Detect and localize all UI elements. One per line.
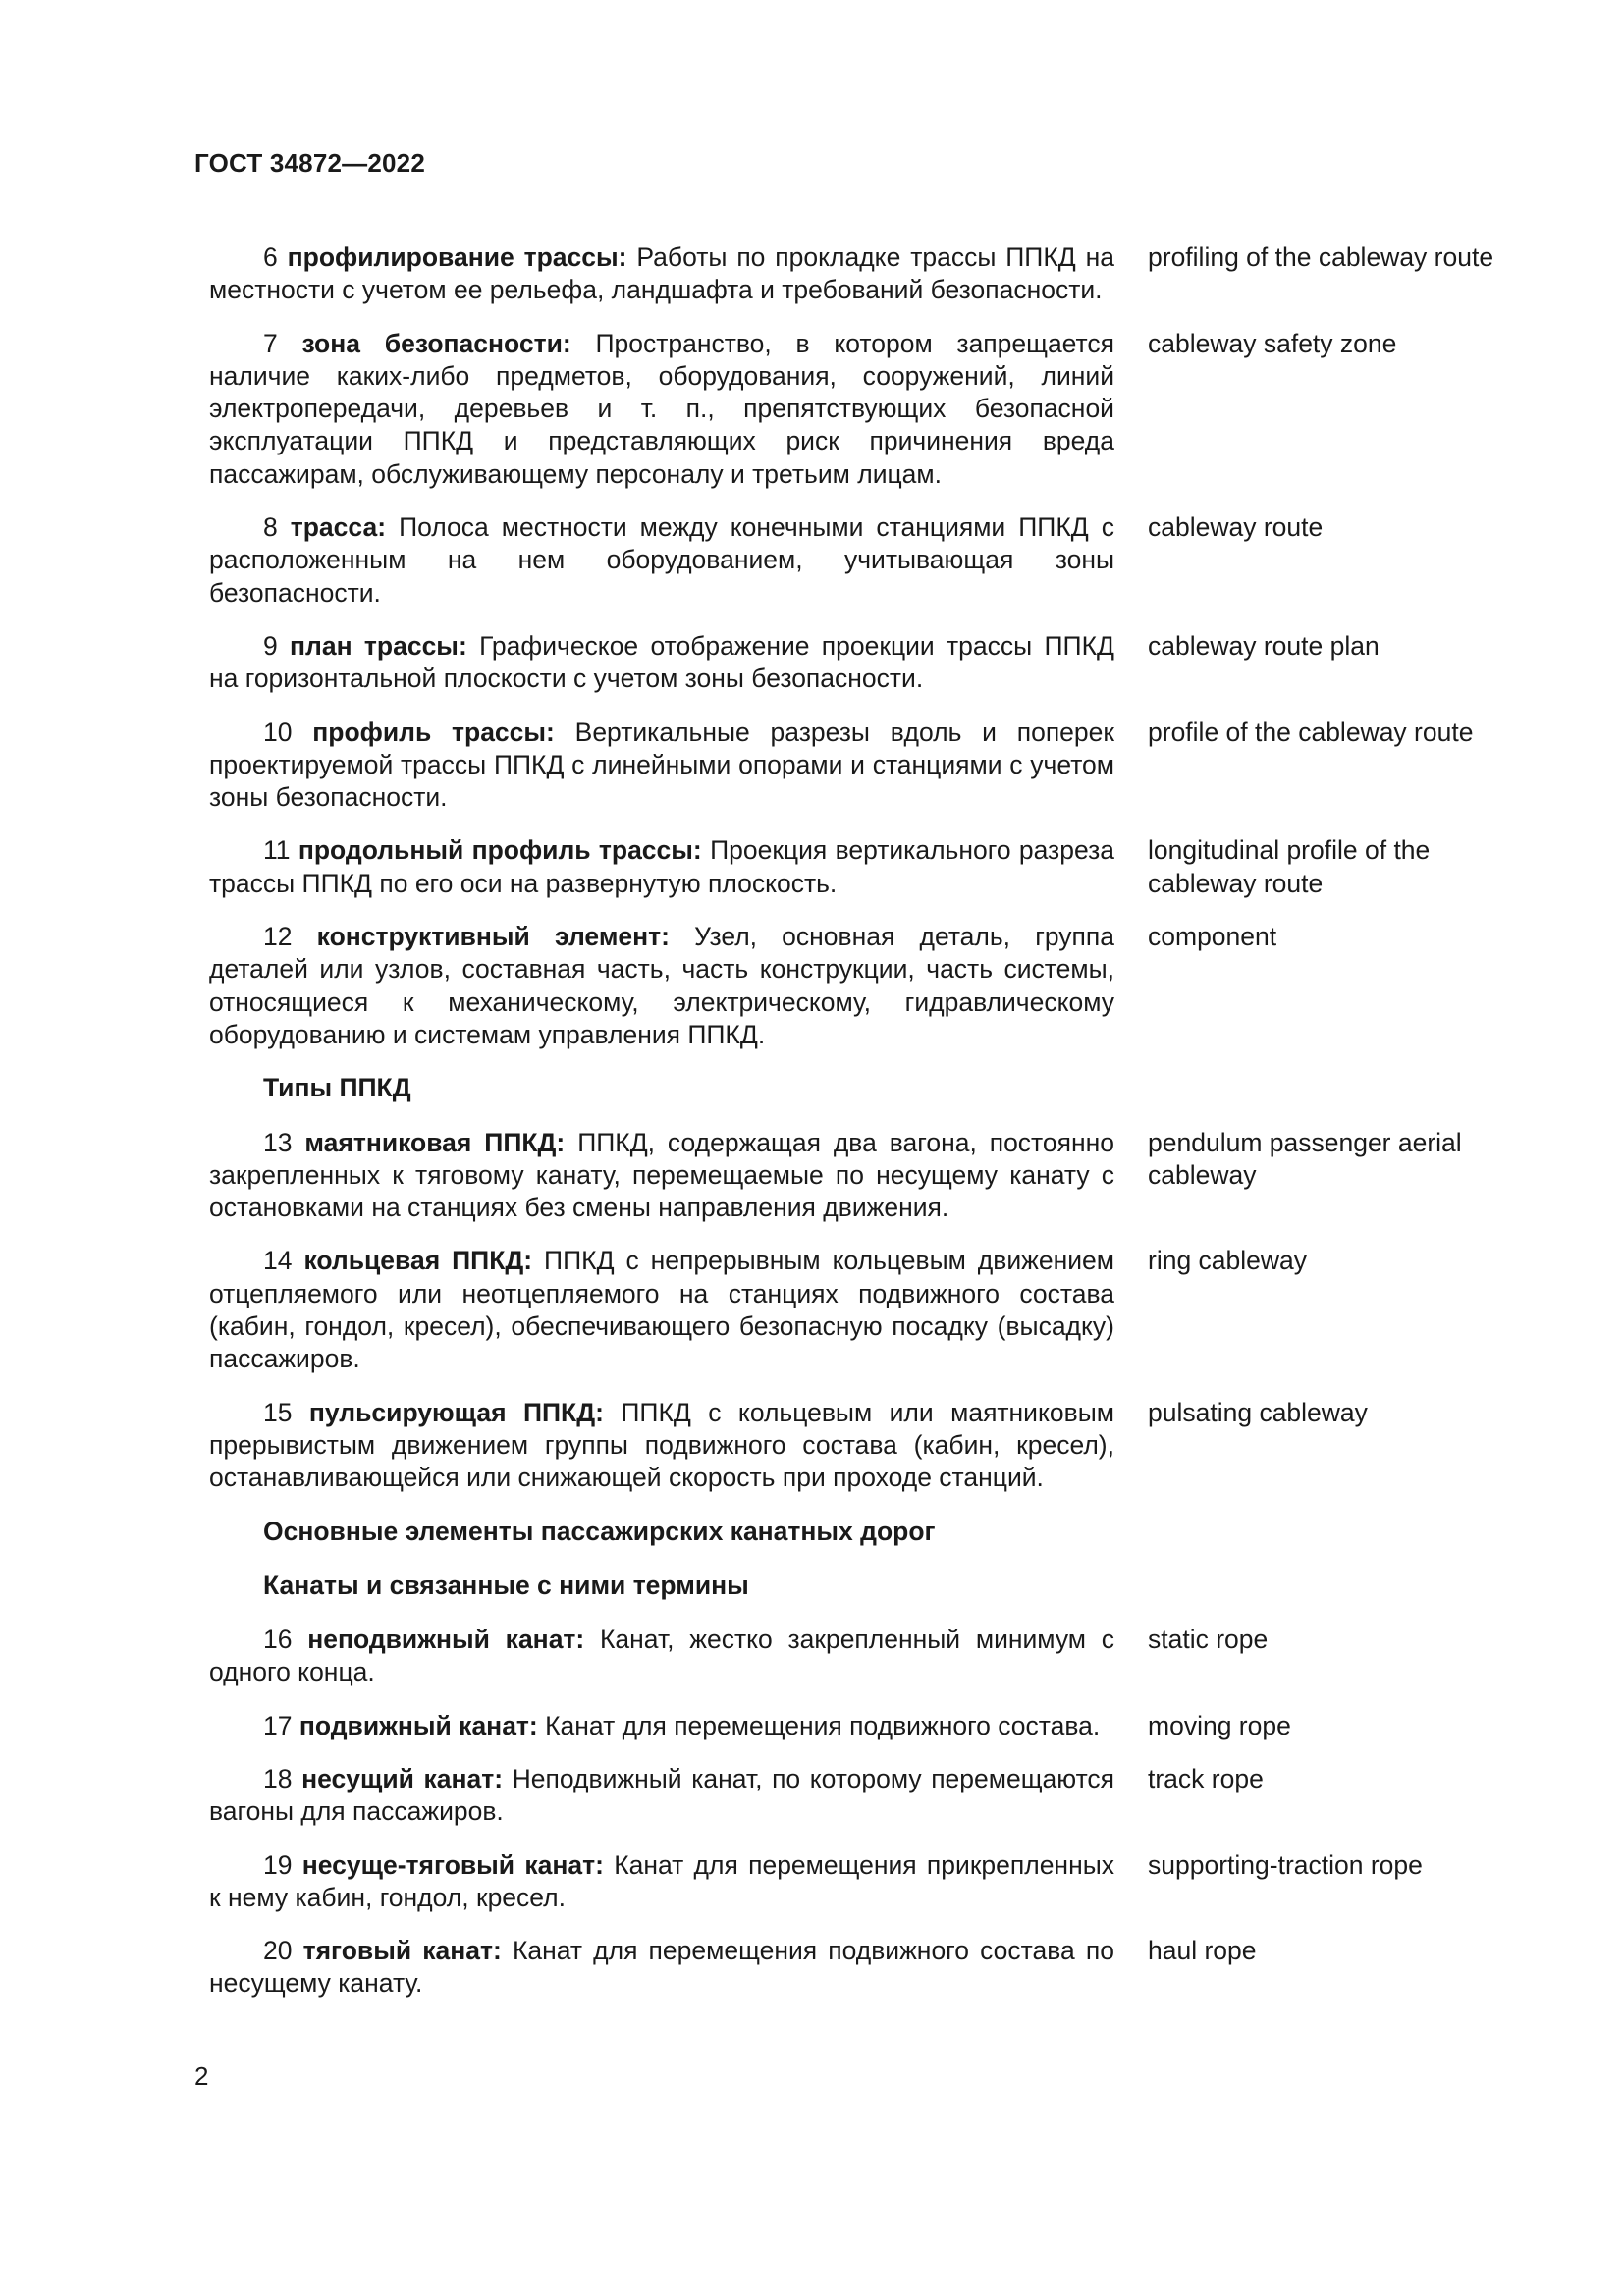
term-english: profiling of the cableway route [1148, 242, 1494, 272]
term-english: component [1148, 922, 1277, 952]
term-number: 13 [263, 1127, 293, 1157]
term-name: план трассы: [290, 630, 467, 661]
term-name: маятниковая ППКД: [304, 1127, 566, 1157]
term-english: cableway route [1148, 512, 1324, 543]
term-definition-ru [209, 241, 1114, 307]
term-entry [209, 1127, 1515, 1225]
term-definition-ru [209, 1245, 1114, 1375]
term-number: 16 [263, 1625, 293, 1655]
term-number: 6 [263, 242, 278, 272]
term-definition: Проекция вертикального разреза трассы ППКД по его оси на развернутую плоскость. [209, 835, 1114, 898]
term-entry [209, 1849, 1515, 1915]
term-name: подвижный канат: [298, 1710, 538, 1740]
term-english: pulsating cableway [1148, 1397, 1368, 1427]
term-name: продольный профиль трассы: [298, 835, 702, 866]
term-number: 20 [263, 1936, 293, 1966]
term-entry [209, 630, 1515, 696]
term-entry [209, 834, 1515, 900]
term-name: кольцевая ППКД: [303, 1246, 533, 1276]
term-number: 8 [263, 512, 278, 543]
term-definition-ru [209, 328, 1114, 491]
term-number: 17 [263, 1710, 293, 1740]
term-definition: Неподвижный канат, по которому перемещаются вагоны для пассажиров. [209, 1763, 1115, 1827]
term-definition: Вертикальные разрезы вдоль и поперек проектируемой трассы ППКД с линейными опорами и станциями с учетом зоны безопасности. [209, 717, 1114, 813]
term-number: 7 [263, 328, 278, 358]
term-definition-ru [209, 511, 1114, 610]
term-english: pendulum passenger aerial cableway [1148, 1127, 1462, 1190]
term-entry [209, 241, 1515, 307]
term-definition: ППКД, содержащая два вагона, постоянно закрепленных к тяговому канату, перемещаемые по несущему канату с остановками на станциях без смены направления движения. [209, 1127, 1114, 1223]
term-name: трасса: [290, 512, 387, 543]
term-english: ring cableway [1148, 1246, 1308, 1276]
term-number: 19 [263, 1849, 293, 1880]
term-definition-ru [209, 1127, 1114, 1225]
term-definition: Пространство, в котором запрещается наличие каких-либо предметов, оборудования, сооружений, линий электропередачи, деревьев и т. п., препятствующих безопасной эксплуатации ППКД и представляющих риск причинения вреда пассажирам, обслуживающему персоналу и третьим лицам. [209, 328, 1114, 489]
term-name: пульсирующая ППКД: [308, 1397, 604, 1427]
term-entry [209, 1624, 1515, 1689]
term-name: профилирование трассы: [287, 242, 627, 272]
term-name: несуще-тяговый канат: [301, 1849, 604, 1880]
section-heading: Основные элементы пассажирских канатных дорог [263, 1516, 936, 1546]
term-definition: ППКД с кольцевым или маятниковым прерывистым движением группы подвижного состава (кабин, кресел), останавливающейся или снижающей скорость при проходе станций. [209, 1397, 1114, 1493]
term-definition: Работы по прокладке трассы ППКД на местности с учетом ее рельефа, ландшафта и требований безопасности. [209, 242, 1114, 305]
term-definition: Полоса местности между конечными станциями ППКД с расположенным на нем оборудованием, учитывающая зоны безопасности. [209, 512, 1114, 608]
term-english: cableway safety zone [1148, 328, 1397, 358]
term-number: 9 [263, 630, 278, 661]
section-heading: Типы ППКД [263, 1073, 411, 1103]
term-english: profile of the cableway route [1148, 717, 1474, 747]
term-number: 14 [263, 1246, 293, 1276]
term-number: 15 [263, 1397, 293, 1427]
term-definition: Канат для перемещения прикрепленных к нему кабин, гондол, кресел. [209, 1849, 1114, 1912]
term-name: неподвижный канат: [307, 1625, 585, 1655]
term-definition-ru [209, 1935, 1114, 2001]
term-entry [209, 1763, 1515, 1829]
subsection-heading: Канаты и связанные с ними термины [263, 1570, 749, 1600]
term-english: supporting-traction rope [1148, 1849, 1423, 1880]
term-definition-ru [209, 834, 1114, 900]
term-definition: Канат, жестко закрепленный минимум с одного конца. [209, 1625, 1114, 1687]
term-definition: Канат для перемещения подвижного состава по несущему канату. [209, 1936, 1114, 1999]
term-definition: ППКД с непрерывным кольцевым движением отцепляемого или неотцепляемого на станциях подвижного состава (кабин, гондол, кресел), обеспечивающего безопасную посадку (высадку) пассажиров. [209, 1246, 1114, 1374]
term-english: cableway route plan [1148, 630, 1380, 661]
term-name: тяговый канат: [302, 1936, 502, 1966]
term-entry [209, 921, 1515, 1051]
term-definition-ru [209, 1849, 1114, 1915]
term-number: 18 [263, 1763, 293, 1793]
term-name: профиль трассы: [312, 717, 555, 747]
term-definition-ru [209, 1624, 1114, 1689]
term-entry [209, 1245, 1515, 1375]
term-entry [209, 1397, 1515, 1495]
term-entry [209, 717, 1515, 815]
term-english: track rope [1148, 1763, 1264, 1793]
term-entry [209, 1935, 1515, 2001]
term-entry [209, 511, 1515, 610]
term-definition: Узел, основная деталь, группа деталей или узлов, составная часть, часть конструкции, часть системы, относящиеся к механическому, электрическому, гидравлическому оборудованию и системам управления ППКД. [209, 922, 1114, 1049]
term-english: haul rope [1148, 1936, 1257, 1966]
term-definition: Графическое отображение проекции трассы ППКД на горизонтальной плоскости с учетом зоны безопасности. [209, 630, 1114, 694]
term-english: static rope [1148, 1625, 1269, 1655]
term-definition-ru [209, 1397, 1114, 1495]
term-definition-ru [209, 717, 1114, 815]
term-name: несущий канат: [301, 1763, 504, 1793]
term-entry [209, 328, 1515, 491]
term-english: longitudinal profile of the cableway route [1148, 835, 1431, 898]
page-header: ГОСТ 34872—2022 [194, 148, 425, 178]
term-definition: Канат для перемещения подвижного состава. [545, 1710, 1101, 1740]
term-definition-ru [209, 921, 1114, 1051]
term-number: 12 [263, 922, 293, 952]
term-definition-ru [209, 1763, 1114, 1829]
terms-content [209, 241, 1515, 2021]
term-definition-ru [209, 630, 1114, 696]
term-english: moving rope [1148, 1710, 1291, 1740]
term-name: конструктивный элемент: [316, 922, 670, 952]
term-entry [209, 1710, 1515, 1742]
term-definition-ru [209, 1710, 1114, 1742]
page-number: 2 [194, 2061, 209, 2091]
term-number: 10 [263, 717, 293, 747]
term-name: зона безопасности: [301, 328, 571, 358]
term-number: 11 [263, 835, 291, 866]
